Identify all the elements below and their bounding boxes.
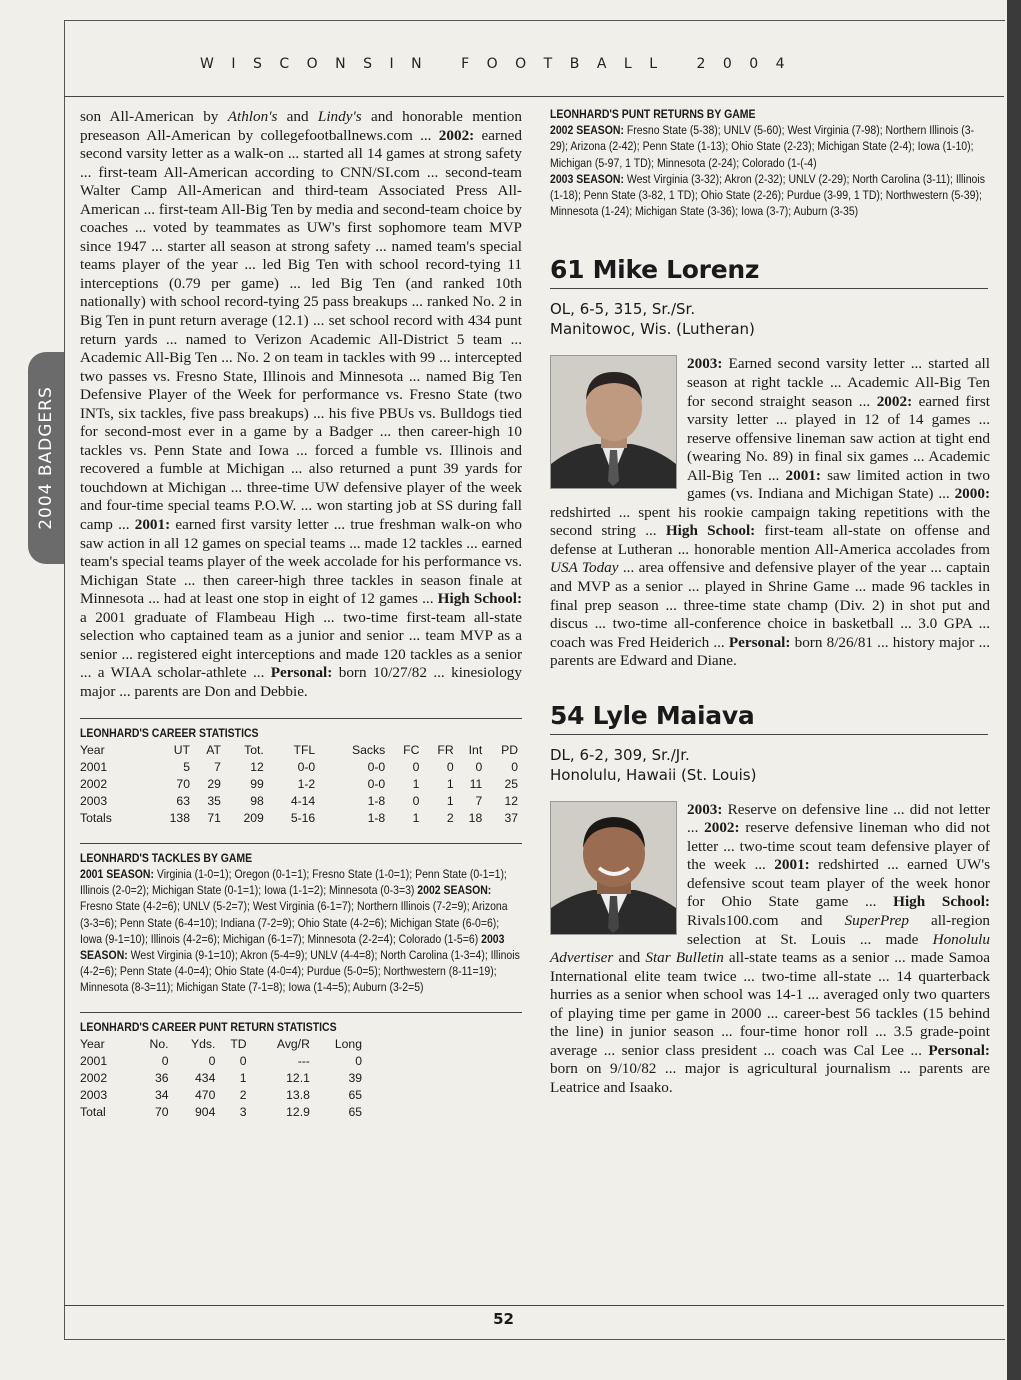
player-name: 54 Lyle Maiava	[550, 700, 755, 730]
table-cell: 12.1	[286, 1070, 310, 1085]
table-cell: UT	[173, 742, 190, 757]
table-cell: 11	[469, 776, 483, 791]
table-cell: 70	[176, 776, 190, 791]
table-cell: 0-0	[367, 776, 386, 791]
table-cell: 434	[195, 1070, 216, 1085]
table-row	[80, 776, 518, 793]
table-row	[80, 1053, 362, 1070]
tackles-by-game-text: 2001 SEASON: Virginia (1-0=1); Oregon (0-1=1); Fresno State (1-0=1); Penn State (0-1=1); Illinois (2-0=2); Michigan State (0-1=1); Iowa (1-1=2); Minnesota (0-3=3) 2002 SEASON: Fresno State (4-2=6); UNLV (5-2=7); West Virginia (6-1=7); Northern Illinois (7-2=9); Arizona (3-3=6); Penn State (6-4=10); Indiana (7-2=9); Ohio State (4-2=6); Michigan State (6-0=6); Iowa (9-1=10); Illinois (4-2=6); Michigan (6-1=7); Minnesota (2-2=4); Colorado (1-5=6) 2003 SEASON: West Virginia (9-1=10); Akron (5-4=9); UNLV (4-4=8); North Carolina (1-3=4); Illinois (4-2=6); Penn State (4-0=4); Ohio State (4-0=4); Purdue (5-0=5); Northwestern (8-11=19); Minnesota (8-3=11); Michigan State (7-1=8); Iowa (1-4=5); Auburn (3-2=5)	[80, 866, 520, 995]
player-rule	[550, 734, 988, 735]
table-cell: 12	[250, 759, 264, 774]
table-cell: 2001	[80, 1053, 108, 1068]
table-cell: 63	[176, 793, 190, 808]
table-cell: 98	[250, 793, 264, 808]
table-row	[80, 1087, 362, 1104]
table-cell: 209	[243, 810, 264, 825]
table-row	[80, 1070, 362, 1087]
table-cell: 1	[239, 1070, 247, 1085]
portrait-icon	[551, 356, 676, 488]
tackles-by-game-section	[80, 850, 522, 996]
career-stats-title: LEONHARD'S CAREER STATISTICS	[80, 725, 259, 740]
table-cell: 99	[250, 776, 264, 791]
player-position-line: OL, 6-5, 315, Sr./Sr.	[550, 300, 696, 319]
player-rule	[550, 288, 988, 289]
table-cell: 0	[412, 759, 420, 774]
page-number: 52	[493, 1310, 514, 1328]
side-tab	[28, 352, 64, 564]
table-cell: 39	[348, 1070, 362, 1085]
punt-stats-section	[80, 1019, 522, 1121]
table-cell: 25	[504, 776, 518, 791]
table-cell: 1	[412, 776, 420, 791]
table-cell: Yds.	[190, 1036, 216, 1051]
header-rule	[64, 96, 1004, 97]
player-photo	[550, 355, 677, 489]
career-stats-table	[80, 742, 518, 827]
table-cell: 1	[446, 776, 454, 791]
left-column	[80, 108, 522, 1121]
table-cell: No.	[149, 1036, 169, 1051]
table-cell: 65	[348, 1087, 362, 1102]
table-cell: 36	[154, 1070, 169, 1085]
table-row	[80, 759, 518, 776]
table-cell: Int	[468, 742, 483, 757]
page-edge-shadow	[1007, 0, 1021, 1380]
tackles-by-game-title: LEONHARD'S TACKLES BY GAME	[80, 850, 253, 865]
table-cell: 0-0	[297, 759, 316, 774]
table-cell: 2	[446, 810, 454, 825]
table-cell: Tot.	[244, 742, 264, 757]
table-cell: 12	[504, 793, 518, 808]
right-column	[550, 106, 990, 1097]
table-cell: 12.9	[286, 1104, 310, 1119]
player-position-line: DL, 6-2, 309, Sr./Jr.	[550, 745, 690, 764]
table-cell: 0	[475, 759, 483, 774]
running-head: WISCONSIN FOOTBALL 2004	[200, 56, 803, 72]
table-row	[80, 793, 518, 810]
player-bio: 2003: Reserve on defensive line ... did not letter ... 2002: reserve defensive lineman who did not letter ... two-time scout team defensive player of the week ... 2001: redshirted ... earned UW's defensive scout team player of the week honor for Ohio State game ... High School: Rivals100.com and SuperPrep all-region selection at St. Louis ... made Honolulu Advertiser and Star Bulletin all-state teams as a senior ... made Samoa International elite team twice ... two-time all-state ... 14 quarterback hurries as a senior when school was 14-1 ... averaged only two quarters of playing time per game in 2000 ... career-best 56 tackles (15 behind the line) in junior season ... four-time honor roll ... 3.5 grade-point average ... senior class president ... coach was Cal Lee ... Personal: born on 9/10/82 ... major is agricultural journalism ... parents are Leatrice and Isaako.	[550, 800, 991, 1096]
table-cell: TD	[230, 1036, 247, 1051]
table-row	[80, 810, 518, 827]
table-cell: Long	[334, 1036, 362, 1051]
player-hometown-line: Honolulu, Hawaii (St. Louis)	[550, 765, 757, 784]
table-row	[80, 1104, 362, 1121]
table-cell: 35	[207, 793, 221, 808]
table-cell: TFL	[293, 742, 316, 757]
table-cell: PD	[501, 742, 518, 757]
punt-returns-by-game-text: 2002 SEASON: Fresno State (5-38); UNLV (5-60); West Virginia (7-98); Northern Illinois (3-29); Arizona (2-42); Penn State (1-13); Ohio State (2-23); Michigan State (2-4); Iowa (1-10); Michigan (5-97, 1 TD); Minnesota (2-24); Colorado (1-(-4) 2003 SEASON: West Virginia (3-32); Akron (2-32); UNLV (2-29); North Carolina (3-11); Illinois (1-18); Penn State (3-82, 1 TD); Ohio State (2-26); Purdue (3-99, 1 TD); Northwestern (5-39); Minnesota (1-24); Michigan State (3-36); Iowa (3-7); Auburn (3-35)	[550, 123, 985, 219]
punt-returns-by-game-section	[550, 106, 990, 219]
table-cell: Totals	[80, 810, 112, 825]
table-cell: 5	[183, 759, 190, 774]
table-cell: 1-2	[297, 776, 316, 791]
table-cell: 13.8	[286, 1087, 310, 1102]
player-lorenz	[550, 255, 990, 670]
table-cell: Year	[80, 742, 105, 757]
table-cell: ---	[297, 1053, 310, 1068]
table-cell: 4-14	[290, 793, 316, 808]
table-cell: 70	[154, 1104, 169, 1119]
table-cell: FR	[437, 742, 454, 757]
table-cell: 1	[446, 793, 454, 808]
table-cell: AT	[206, 742, 221, 757]
portrait-icon	[551, 802, 676, 934]
section-rule	[80, 1012, 522, 1013]
table-cell: 1-8	[367, 793, 386, 808]
player-name: 61 Mike Lorenz	[550, 255, 760, 285]
table-cell: FC	[403, 742, 420, 757]
table-cell: 2003	[80, 793, 108, 808]
table-cell: 29	[207, 776, 221, 791]
table-header-row	[80, 742, 518, 759]
table-cell: 0	[161, 1053, 169, 1068]
table-cell: 1	[412, 810, 420, 825]
player-maiava	[550, 701, 990, 1098]
punt-stats-title: LEONHARD'S CAREER PUNT RETURN STATISTICS	[80, 1019, 337, 1034]
player-photo	[550, 801, 677, 935]
table-cell: Sacks	[351, 742, 386, 757]
table-cell: 2002	[80, 776, 108, 791]
table-cell: 0	[511, 759, 518, 774]
table-cell: 2001	[80, 759, 108, 774]
table-cell: 0	[355, 1053, 362, 1068]
table-cell: 71	[207, 810, 221, 825]
table-cell: 0	[446, 759, 454, 774]
section-rule	[80, 843, 522, 844]
career-stats-section	[80, 725, 522, 827]
table-cell: 2	[239, 1087, 247, 1102]
table-cell: 34	[154, 1087, 169, 1102]
table-cell: 5-16	[290, 810, 316, 825]
table-cell: 470	[195, 1087, 216, 1102]
table-cell: 904	[195, 1104, 216, 1119]
table-cell: 0	[239, 1053, 247, 1068]
table-cell: 0	[412, 793, 420, 808]
side-tab-label: 2004 BADGERS	[36, 386, 56, 530]
table-cell: 7	[214, 759, 221, 774]
table-cell: 2003	[80, 1087, 108, 1102]
player-bio: 2003: Earned second varsity letter ... started all season at right tackle ... Academic All-Big Ten for second straight season ... 2002: earned first varsity letter ... played in 12 of 14 games ... reserve offensive lineman saw action at tight end (wearing No. 89) in final six games ... Academic All-Big Ten ... 2001: saw limited action in two games (vs. Indiana and Michigan State) ... 2000: redshirted ... spent his rookie campaign taking repetitions with the second string ... High School: first-team all-state on offense and defense at Lutheran ... honorable mention All-America accolades from USA Today ... area offensive and defensive player of the year ... captain and MVP as a senior ... played in Shrine Game ... made 96 tackles in final prep season ... three-time state champ (Div. 2) in shot put and discus ... two-time all-conference choice in basketball ... 3.0 GPA ... coach was Fred Heiderich ... Personal: born 8/26/81 ... history major ... parents are Edward and Diane.	[550, 355, 990, 670]
table-cell: 65	[348, 1104, 362, 1119]
table-cell: Avg/R	[276, 1036, 310, 1051]
table-cell: 18	[468, 810, 483, 825]
table-cell: 7	[475, 793, 483, 808]
footer-rule	[64, 1305, 1004, 1306]
punt-stats-table	[80, 1036, 362, 1121]
table-header-row	[80, 1036, 362, 1053]
table-cell: 0-0	[367, 759, 386, 774]
table-cell: Total	[80, 1104, 106, 1119]
section-rule	[80, 718, 522, 719]
table-cell: 37	[504, 810, 518, 825]
table-cell: 138	[169, 810, 190, 825]
player-hometown-line: Manitowoc, Wis. (Lutheran)	[550, 320, 755, 339]
table-cell: 2002	[80, 1070, 108, 1085]
table-cell: 0	[208, 1053, 216, 1068]
table-cell: 1-8	[367, 810, 386, 825]
leonhard-bio: son All-American by Athlon's and Lindy's and honorable mention preseason All-American by collegefootballnews.com ... 2002: earned second varsity letter as a walk-on ... started all 14 games at strong safety ... first-team All-American according to CNN/SI.com ... second-team Walter Camp All-American and third-team Associated Press All-American ... first-team All-Big Ten by media and second-team choice by coaches ... voted by teammates as UW's first sophomore team MVP since 1947 ... starter all season at strong safety ... named team's special teams player of the year ... led Big Ten with school record-tying 11 interceptions (0.79 per game) ... led Big Ten (and ranked 10th nationally) with school record-tying 25 pass breakups ... ranked No. 2 in Big Ten in punt return average (12.1) ... set school record with 434 punt return yards ... named to Verizon Academic All-District 5 team ... Academic All-Big Ten ... No. 2 on team in tackles with 99 ... intercepted two passes vs. Fresno State, Illinois and Minnesota ... named Big Ten Defensive Player of the Week for performance vs. Fresno State (two INTs, six tackles, five pass breakups) ... his five PBUs vs. Bulldogs tied for second-most ever in a game by a Badger ... then career-high 10 tackles vs. Penn State and Iowa ... forced a fumble vs. Illinois and recovered a fumble at Michigan ... also returned a punt 39 yards for touchdown at Michigan ... three-time UW defensive player of the week and four-time special teams P.O.W. ... won starting job at SS during fall camp ... 2001: earned first varsity letter ... true freshman walk-on who saw action in all 12 games on special teams ... made 12 tackles ... earned team's special teams player of the week accolade for his performance vs. Michigan State ... then career-high three tackles in season finale at Minnesota ... had at least one stop in eight of 12 games ... High School: a 2001 graduate of Flambeau High ... two-time first-team all-state selection who captained team as a junior and senior ... team MVP as a senior ... registered eight interceptions and made 120 tackles as a senior ... a WIAA scholar-athlete ... Personal: born 10/27/82 ... kinesiology major ... parents are Don and Debbie.	[80, 108, 522, 700]
punt-returns-by-game-title: LEONHARD'S PUNT RETURNS BY GAME	[550, 107, 756, 121]
table-cell: 3	[239, 1104, 247, 1119]
table-cell: Year	[80, 1036, 105, 1051]
